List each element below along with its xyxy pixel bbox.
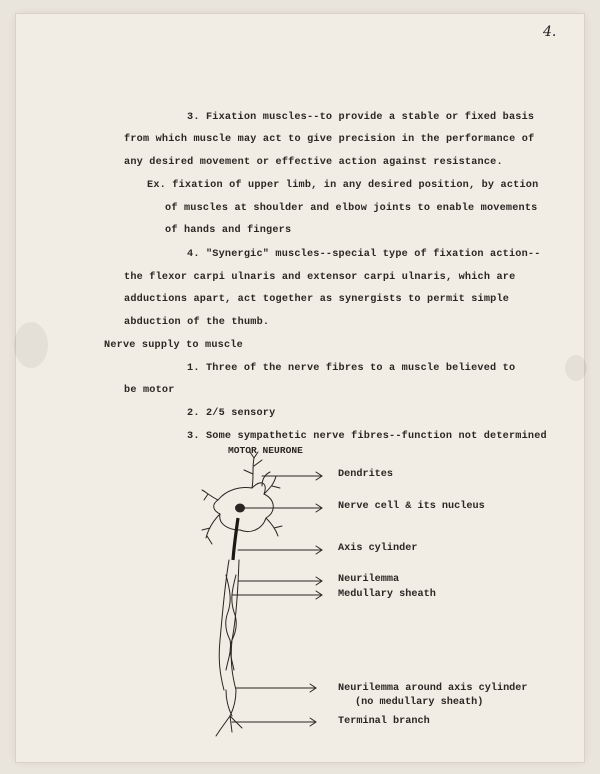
diagram-title: MOTOR NEURONE	[228, 445, 303, 456]
terminal-branch	[216, 716, 242, 736]
text-line: of hands and fingers	[165, 225, 292, 236]
label-axis-cylinder: Axis cylinder	[338, 543, 418, 554]
pointer-arrows	[232, 472, 322, 726]
neurilemma	[226, 575, 231, 670]
text-line: 4. "Synergic" muscles--special type of fixation action--	[187, 249, 541, 260]
label-no-medullary-sheath: (no medullary sheath)	[355, 697, 484, 708]
page-number: 4.	[543, 24, 557, 40]
dendrite	[266, 518, 282, 536]
text-line: 1. Three of the nerve fibres to a muscle believed to	[187, 363, 516, 374]
dendrite	[264, 476, 280, 494]
label-dendrites: Dendrites	[338, 469, 394, 480]
text-line: of muscles at shoulder and elbow joints to enable movements	[165, 203, 538, 214]
axis-cylinder	[233, 518, 238, 560]
text-line: 3. Fixation muscles--to provide a stable or fixed basis	[187, 112, 535, 123]
section-heading: Nerve supply to muscle	[104, 340, 243, 351]
label-terminal-branch: Terminal branch	[338, 716, 430, 727]
nucleus	[235, 504, 245, 513]
text-line: from which muscle may act to give precision in the performance of	[124, 134, 535, 145]
text-line: abduction of the thumb.	[124, 317, 270, 328]
axon-lower	[226, 690, 236, 716]
dendrite	[202, 490, 218, 500]
text-line: 3. Some sympathetic nerve fibres--function not determined	[187, 431, 547, 442]
label-neurilemma: Neurilemma	[338, 574, 400, 585]
label-neurilemma-axis: Neurilemma around axis cylinder	[338, 683, 528, 694]
label-nerve-cell: Nerve cell & its nucleus	[338, 501, 485, 512]
text-line: Ex. fixation of upper limb, in any desired position, by action	[147, 180, 539, 191]
text-line: any desired movement or effective action against resistance.	[124, 157, 503, 168]
text-line: the flexor carpi ulnaris and extensor carpi ulnaris, which are	[124, 272, 516, 283]
label-medullary-sheath: Medullary sheath	[338, 589, 436, 600]
dendrite	[202, 514, 220, 544]
neurilemma	[230, 575, 236, 670]
text-line: 2. 2/5 sensory	[187, 408, 276, 419]
text-line: adductions apart, act together as synergists to permit simple	[124, 294, 510, 305]
text-line: be motor	[124, 385, 175, 396]
